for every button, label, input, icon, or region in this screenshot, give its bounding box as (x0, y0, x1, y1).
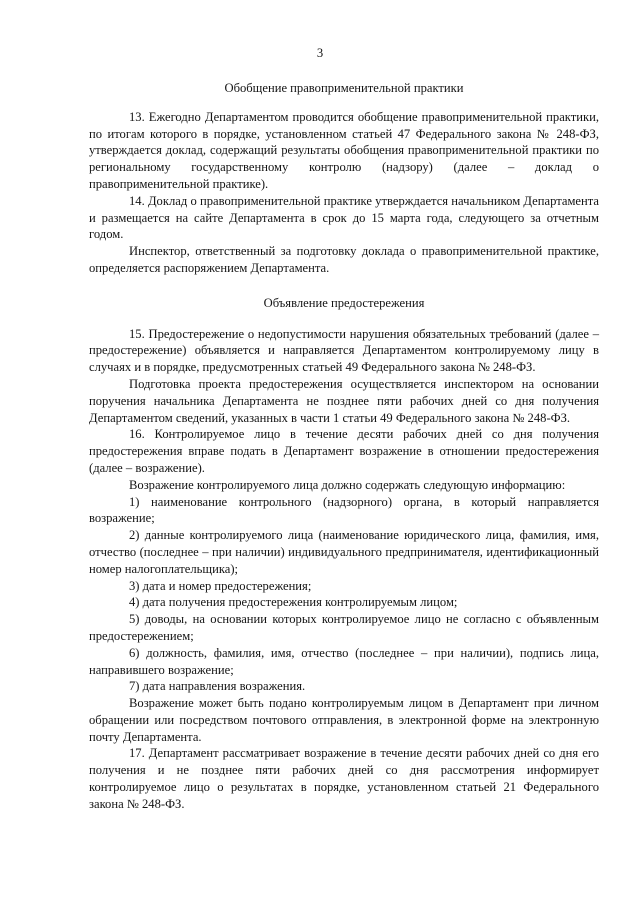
list-item: 7) дата направления возражения. (129, 679, 306, 694)
list-item: 1) наименование контрольного (надзорного) органа, в который направляется возражение; (89, 494, 599, 526)
paragraph: 14. Доклад о правоприменительной практике утверждается начальником Департамента и размещается на сайте Департамента в срок до 15 марта года, следующего за отчетным годом. (89, 193, 599, 242)
paragraph: Подготовка проекта предостережения осуществляется инспектором на основании поручения начальника Департамента не позднее пяти рабочих дней со дня получения Департаментом сведений, указанных в части 1 статьи 49 Федерального закона № 248-ФЗ. (89, 376, 599, 425)
paragraph: 17. Департамент рассматривает возражение в течение десяти рабочих дней со дня его получения и не позднее пяти рабочих дней со дня рассмотрения информирует контролируемое лицо о результатах в порядке, установленном статьей 21 Федерального закона № 248-ФЗ. (89, 746, 599, 811)
list-item: 2) данные контролируемого лица (наименование юридического лица, фамилия, имя, отчество (последнее – при наличии) индивидуального предпринимателя, идентификационный номер налогоплательщика); (89, 528, 599, 576)
page-number: 3 (316, 46, 324, 60)
paragraph: Возражение контролируемого лица должно содержать следующую информацию: (129, 477, 566, 492)
paragraph: 16. Контролируемое лицо в течение десяти рабочих дней со дня получения предостережения вправе подать в Департамент возражение в отношении предостережения (далее – возражение). (89, 427, 599, 475)
list-item: 5) доводы, на основании которых контролируемое лицо не согласно с объявленным предостережением; (89, 612, 599, 643)
paragraph: Инспектор, ответственный за подготовку доклада о правоприменительной практике, определяется распоряжением Департамента. (89, 244, 599, 275)
list-item: 4) дата получения предостережения контролируемым лицом; (129, 595, 458, 610)
paragraph: 15. Предостережение о недопустимости нарушения обязательных требований (далее – предостережение) объявляется и направляется Департаментом контролируемому лицу в случаях и в порядке, предусмотренных статьей 49 Федерального закона № 248-ФЗ. (89, 326, 599, 375)
paragraph: 13. Ежегодно Департаментом проводится обобщение правоприменительной практики, по итогам которого в порядке, установленном статьей 47 Федерального закона № 248-ФЗ, утверждается доклад, содержащий результаты обобщения правоприменительной практики по региональному государственному контролю (надзору) (далее – доклад о правоприменительной практике). (89, 109, 599, 191)
paragraph: Возражение может быть подано контролируемым лицом в Департамент при личном обращении или посредством почтового отправления, в электронной форме на электронную почту Департамента. (89, 696, 599, 744)
section-heading-warning: Объявление предостережения (263, 295, 425, 310)
document-body (89, 74, 599, 813)
section-heading-generalization: Обобщение правоприменительной практики (224, 81, 464, 95)
list-item: 6) должность, фамилия, имя, отчество (последнее – при наличии), подпись лица, направившего возражение; (89, 645, 599, 677)
list-item: 3) дата и номер предостережения; (129, 578, 312, 593)
